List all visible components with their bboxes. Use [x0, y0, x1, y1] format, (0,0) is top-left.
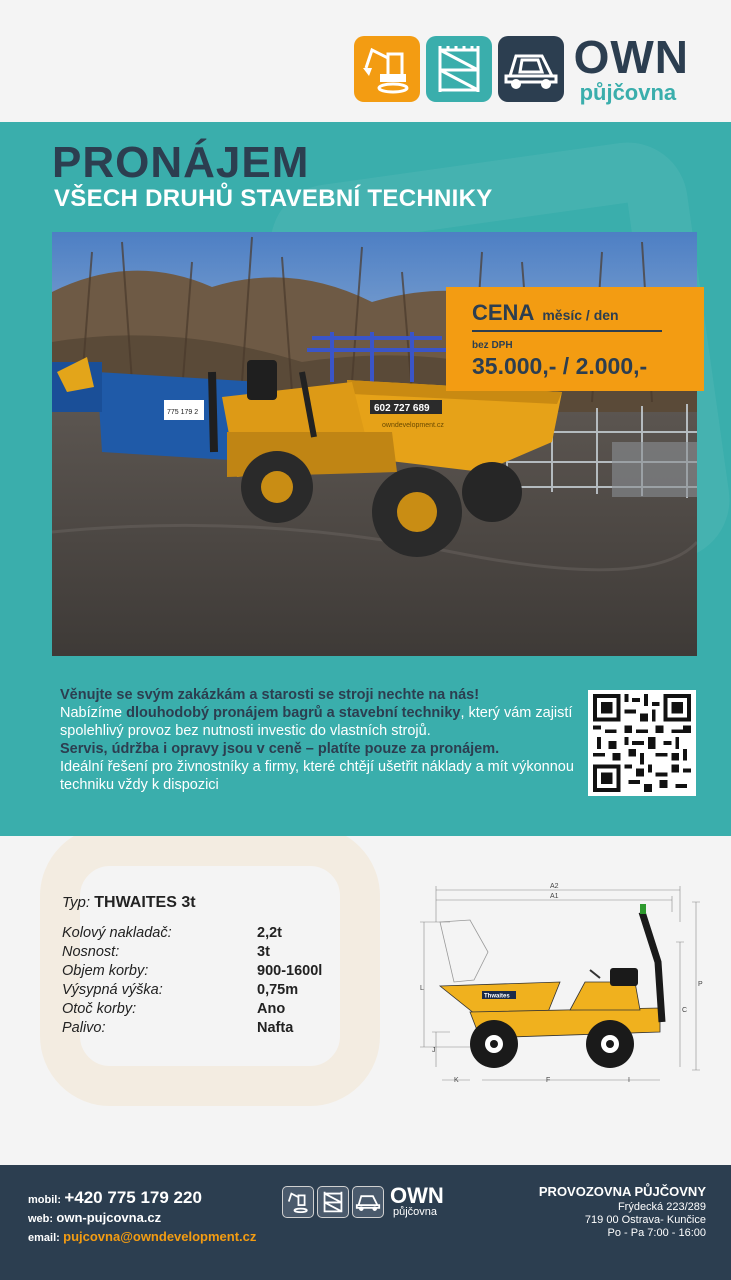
- container-phone: 775 179 2: [167, 409, 199, 416]
- price-label: CENA: [472, 300, 535, 325]
- office-hours: Po - Pa 7:00 - 16:00: [607, 1227, 706, 1239]
- email-label: email:: [28, 1232, 60, 1244]
- machine-type: [62, 894, 196, 912]
- description-service: Servis, údržba i opravy jsou v ceně – platíte pouze za pronájem.: [60, 741, 500, 757]
- description-text: , který vám zajistí spolehlivý provoz bez nutnosti investic do vlastních strojů.: [60, 705, 573, 739]
- spec-value: Ano: [257, 1001, 286, 1017]
- spec-key: Palivo:: [62, 1020, 106, 1036]
- web-label: web:: [28, 1213, 54, 1225]
- spec-row: [62, 1000, 322, 1019]
- page-subtitle: VŠECH DRUHŮ STAVEBNÍ TECHNIKY: [54, 185, 493, 212]
- web-link[interactable]: own-pujcovna.cz: [56, 1210, 162, 1225]
- description-text: Nabízíme: [60, 705, 127, 721]
- spec-value: 900-1600l: [257, 963, 323, 979]
- mobile-label: mobil:: [28, 1194, 61, 1206]
- excavator-icon: [354, 36, 420, 102]
- spec-value: Nafta: [257, 1020, 294, 1036]
- footer-logo[interactable]: [282, 1185, 444, 1218]
- qr-code[interactable]: [588, 690, 696, 796]
- dim-label: I: [628, 1077, 630, 1084]
- mobile-number[interactable]: +420 775 179 220: [64, 1188, 202, 1207]
- spec-key: Objem korby:: [62, 963, 149, 979]
- spec-value: 3t: [257, 944, 270, 960]
- contact-mobile: [28, 1189, 256, 1209]
- dim-label: A2: [550, 883, 559, 890]
- excavator-icon: [282, 1186, 314, 1218]
- spec-value: 0,75m: [257, 982, 299, 998]
- type-value: THWAITES 3t: [94, 894, 196, 911]
- spec-row: [62, 1019, 322, 1038]
- scaffolding-icon: [426, 36, 492, 102]
- spec-key: Otoč korby:: [62, 1001, 137, 1017]
- dim-label: L: [420, 985, 424, 992]
- spec-key: Nosnost:: [62, 944, 120, 960]
- description: [60, 686, 580, 794]
- contact-web: [28, 1209, 256, 1228]
- spec-row: [62, 962, 322, 981]
- hero-section: [0, 122, 731, 836]
- spec-key: Výsypná výška:: [62, 982, 163, 998]
- footer-wordmark: [390, 1185, 444, 1218]
- footer-brand-name: OWN: [390, 1183, 444, 1208]
- scaffolding-icon: [317, 1186, 349, 1218]
- office-info: [539, 1185, 706, 1240]
- dim-label: C: [682, 1007, 688, 1014]
- brand-name: OWN: [573, 31, 689, 83]
- dim-label: K: [454, 1077, 459, 1084]
- price-box: [446, 287, 704, 391]
- spec-table: [62, 924, 322, 1038]
- specs-section: [0, 836, 731, 1165]
- brand-logo[interactable]: [354, 31, 689, 105]
- description-highlight: dlouhodobý pronájem bagrů a stavební techniky: [126, 705, 461, 721]
- dimension-drawing: [410, 882, 710, 1092]
- brand-sub: půjčovna: [579, 80, 677, 105]
- description-lead: Věnujte se svým zakázkám a starosti se stroji nechte na nás!: [60, 687, 480, 703]
- header: [0, 0, 731, 122]
- dim-label: P: [698, 981, 703, 988]
- office-title: PROVOZOVNA PŮJČOVNY: [538, 1184, 706, 1199]
- brand-wordmark: [573, 31, 689, 105]
- office-city: 719 00 Ostrava- Kunčice: [584, 1214, 706, 1226]
- spec-row: [62, 943, 322, 962]
- description-text: Ideální řešení pro živnostníky a firmy, které chtějí ušetřit náklady a mít výkonnou techniku vždy k dispozici: [60, 759, 574, 793]
- type-label: Typ:: [62, 894, 91, 911]
- photo-web: owndevelopment.cz: [382, 422, 444, 429]
- dim-label: A1: [550, 893, 559, 900]
- price-value: 35.000,- / 2.000,-: [472, 353, 648, 379]
- dim-label: F: [546, 1077, 551, 1084]
- price-vat: bez DPH: [472, 340, 513, 351]
- dim-label: J: [432, 1047, 436, 1054]
- contact-email: [28, 1228, 256, 1247]
- contact-info: [28, 1189, 256, 1247]
- footer: [0, 1165, 731, 1280]
- footer-brand-sub: půjčovna: [393, 1206, 438, 1218]
- price-period: měsíc / den: [542, 307, 619, 323]
- price-header: [472, 300, 662, 332]
- drawing-brand: Thwaites: [484, 993, 510, 1000]
- page-title: PRONÁJEM: [52, 138, 310, 187]
- truck-icon: [352, 1186, 384, 1218]
- office-street: Frýdecká 223/289: [617, 1201, 706, 1213]
- spec-key: Kolový nakladač:: [62, 925, 172, 941]
- email-link[interactable]: pujcovna@owndevelopment.cz: [63, 1229, 257, 1244]
- spec-value: 2,2t: [257, 925, 282, 941]
- spec-row: [62, 924, 322, 943]
- photo-phone: 602 727 689: [374, 403, 430, 414]
- truck-icon: [498, 36, 564, 102]
- spec-row: [62, 981, 322, 1000]
